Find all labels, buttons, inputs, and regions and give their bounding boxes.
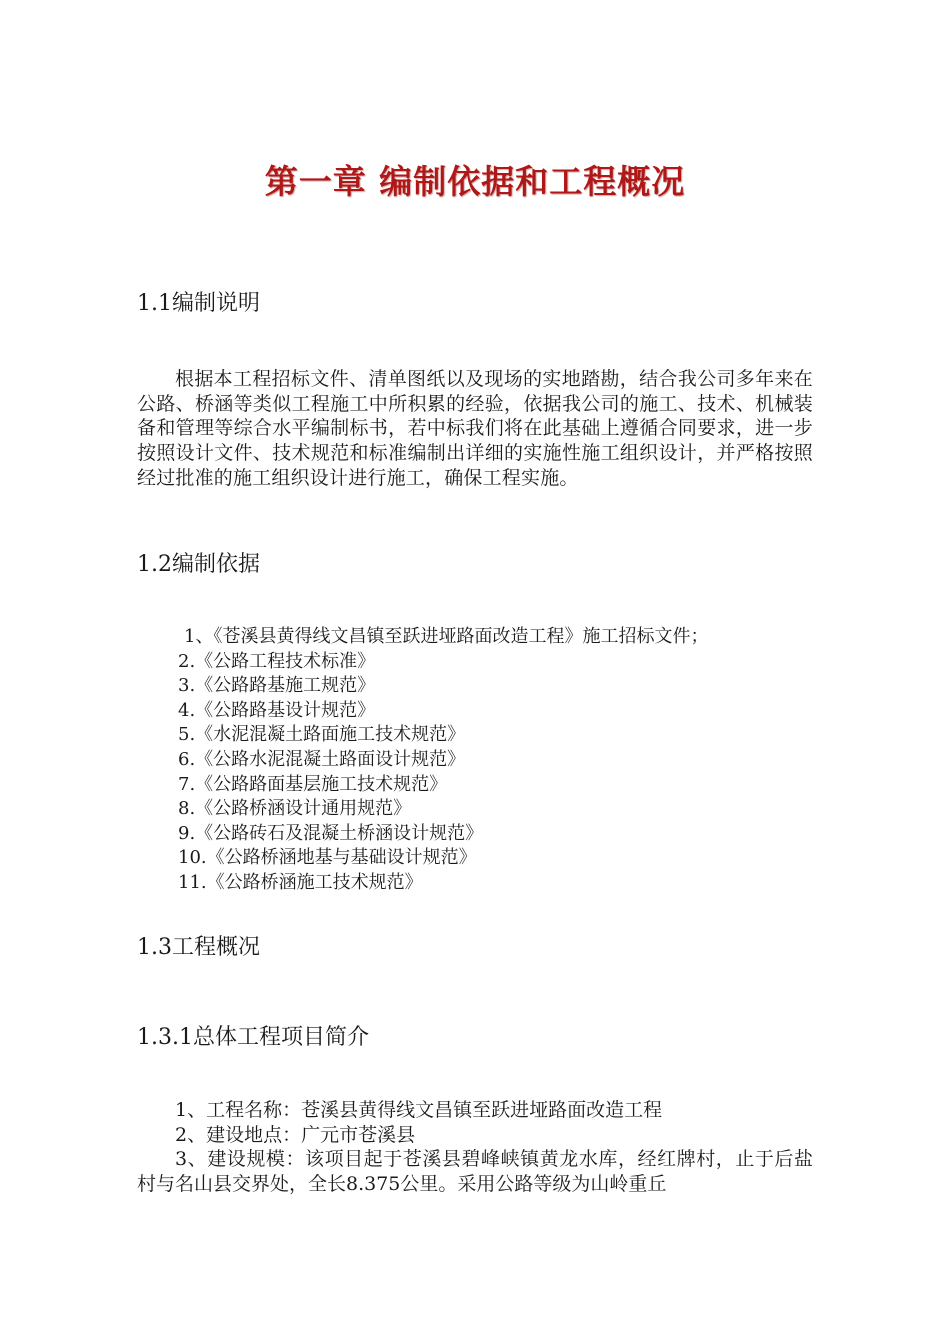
list-item: 11.《公路桥涵施工技术规范》	[178, 871, 423, 893]
list-item: 10.《公路桥涵地基与基础设计规范》	[178, 847, 477, 869]
list-item: 3.《公路路基施工规范》	[178, 675, 376, 697]
section-heading-1-2: 1.2编制依据	[137, 552, 260, 577]
list-item: 6.《公路水泥混凝土路面设计规范》	[178, 748, 466, 770]
section-paragraph-1-1: 根据本工程招标文件、清单图纸以及现场的实地踏勘，结合我公司多年来在公路、桥涵等类似工程施工中所积累的经验，依据我公司的施工、技术、机械装备和管理等综合水平编制标书，若中标我们将在此基础上遵循合同要求，进一步按照设计文件、技术规范和标准编制出详细的实施性施工组织设计，并严格按照经过批准的施工组织设计进行施工，确保工程实施。	[137, 368, 813, 489]
list-item: 7.《公路路面基层施工技术规范》	[178, 773, 448, 795]
section-heading-1-3-1: 1.3.1总体工程项目简介	[137, 1025, 369, 1050]
fact-item: 3、建设规模：该项目起于苍溪县碧峰峡镇黄龙水库，经红牌村，止于后盐村与名山县交界处，全长8.375公里。采用公路等级为山岭重丘	[137, 1148, 813, 1195]
list-item: 2.《公路工程技术标准》	[178, 650, 376, 672]
list-item: 4.《公路路基设计规范》	[178, 699, 376, 721]
basis-list	[178, 625, 708, 896]
section-heading-1-3: 1.3工程概况	[137, 935, 260, 960]
section-heading-1-1: 1.1编制说明	[137, 291, 260, 316]
list-item: 8.《公路桥涵设计通用规范》	[178, 798, 412, 820]
chapter-title: 第一章 编制依据和工程概况	[264, 162, 686, 201]
fact-item: 2、建设地点：广元市苍溪县	[175, 1123, 416, 1146]
list-item: 9.《公路砖石及混凝土桥涵设计规范》	[178, 822, 484, 844]
list-item: 5.《水泥混凝土路面施工技术规范》	[178, 724, 466, 746]
fact-item: 1、工程名称：苍溪县黄得线文昌镇至跃进垭路面改造工程	[175, 1099, 663, 1121]
list-item: 1、《苍溪县黄得线文昌镇至跃进垭路面改造工程》施工招标文件；	[184, 626, 709, 647]
project-facts-list	[137, 1098, 813, 1196]
